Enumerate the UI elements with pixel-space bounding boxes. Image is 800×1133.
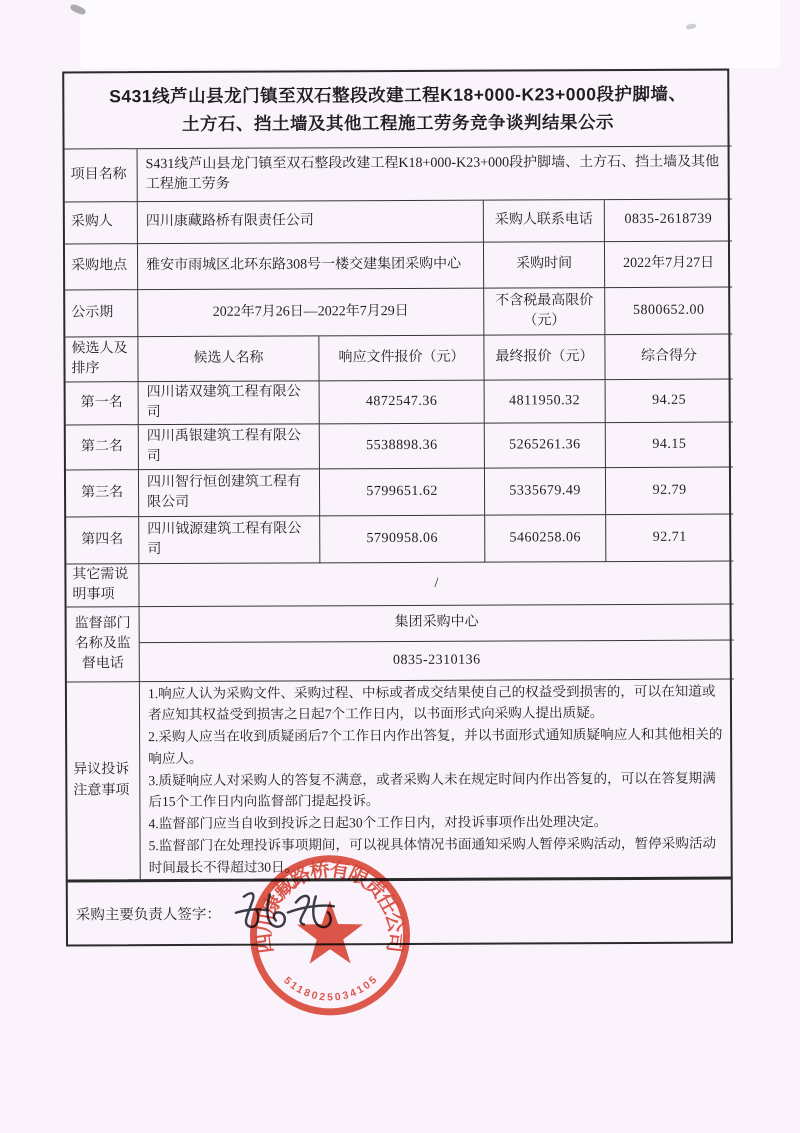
buyer-value: 四川康藏路桥有限责任公司 [138,201,484,245]
purchase-time-value: 2022年7月27日 [605,242,732,289]
candidate-score: 92.79 [606,468,733,516]
other-notes-label: 其它需说明事项 [66,564,139,607]
objection-item: 3.质疑响应人对采购人的答复不满意，或者采购人未在规定时间内作出答复的，可以在答复期满后15个工作日内向监督部门提起投诉。 [148,770,716,810]
supervision-department: 集团采购中心 [140,605,734,644]
supervision-phone: 0835-2310136 [140,641,734,683]
project-name-label: 项目名称 [65,149,138,202]
candidate-final-price: 5335679.49 [485,468,606,516]
company-seal [240,848,421,1023]
location-value: 雅安市雨城区北环东路308号一楼交建集团采购中心 [138,243,484,291]
candidate-final-price: 4811950.32 [485,380,606,424]
publicity-period-label: 公示期 [65,290,138,337]
candidate-doc-price: 5790958.06 [320,516,485,564]
final-price-header: 最终报价（元） [484,335,605,381]
objection-item: 5.监督部门在处理投诉事项期间，可以视具体情况书面通知采购人暂停采购活动，暂停采购活动时间最长不得超过30日。 [148,835,717,875]
candidate-score: 94.15 [606,423,733,469]
seal-code-text: 5118025034105 [281,974,380,1004]
candidate-score: 94.25 [606,380,733,424]
seal-company-text: 四川康藏路桥有限责任公司 [253,858,407,955]
candidate-name: 四川禹银建筑工程有限公司 [139,424,320,470]
candidate-score: 92.71 [606,515,733,563]
title-line1: S431线芦山县龙门镇至双石整段改建工程K18+000-K23+000段护脚墙、 [109,84,687,107]
max-price-label: 不含税最高限价（元） [484,288,605,336]
max-price-value: 5800652.00 [605,288,732,336]
title-line2: 土方石、挡土墙及其他工程施工劳务竞争谈判结果公示 [181,111,614,134]
objection-text [140,680,735,880]
candidate-final-price: 5265261.36 [485,423,606,469]
buyer-phone-label: 采购人联系电话 [484,200,605,243]
objection-item: 4.监督部门应当自收到投诉之日起30个工作日内，对投诉事项作出处理决定。 [148,814,608,832]
candidate-name: 四川诺双建筑工程有限公司 [139,381,320,425]
candidate-rank: 第四名 [66,517,139,564]
candidate-doc-price: 4872547.36 [320,381,485,425]
candidate-doc-price: 5538898.36 [320,424,485,470]
score-header: 综合得分 [605,335,732,381]
seal-star-icon [297,900,363,963]
candidate-name: 四川智行恒创建筑工程有限公司 [139,469,320,517]
announcement-table [62,69,733,882]
signature-label: 采购主要负责人签字： [75,906,221,923]
objection-item: 2.采购人应当在收到质疑函后7个工作日内作出答复，并以书面形式通知质疑响应人和其他相关的响应人。 [148,726,723,766]
location-label: 采购地点 [65,244,138,290]
doc-price-header: 响应文件报价（元） [319,336,484,382]
candidate-rank: 第三名 [66,470,139,517]
supervision-label: 监督部门名称及监督电话 [67,607,140,682]
candidate-rank: 第一名 [66,382,139,425]
rank-header: 候选人及排序 [65,337,138,382]
svg-text:5118025034105 [281,975,379,1004]
purchase-time-label: 采购时间 [484,242,605,289]
objection-label: 异议投诉注意事项 [67,682,141,879]
candidate-name: 四川钺源建筑工程有限公司 [139,516,320,564]
project-name-value: S431线芦山县龙门镇至双石整段改建工程K18+000-K23+000段护脚墙、土方石、挡土墙及其他工程施工劳务 [138,147,732,203]
candidate-rank: 第二名 [66,425,139,470]
publicity-period-value: 2022年7月26日—2022年7月29日 [138,289,484,338]
objection-item: 1.响应人认为采购文件、采购过程、中标或者成交结果使自己的权益受到损害的，可以在知道或者应知其权益受到损害之日起7个工作日内，以书面形式向采购人提出质疑。 [147,683,716,723]
other-notes-value: / [139,562,733,608]
candidate-final-price: 5460258.06 [485,515,606,563]
candidate-name-header: 候选人名称 [138,336,319,382]
document-title [64,71,731,150]
candidate-doc-price: 5799651.62 [320,469,485,517]
buyer-phone-value: 0835-2618739 [605,200,732,243]
buyer-label: 采购人 [65,202,138,244]
